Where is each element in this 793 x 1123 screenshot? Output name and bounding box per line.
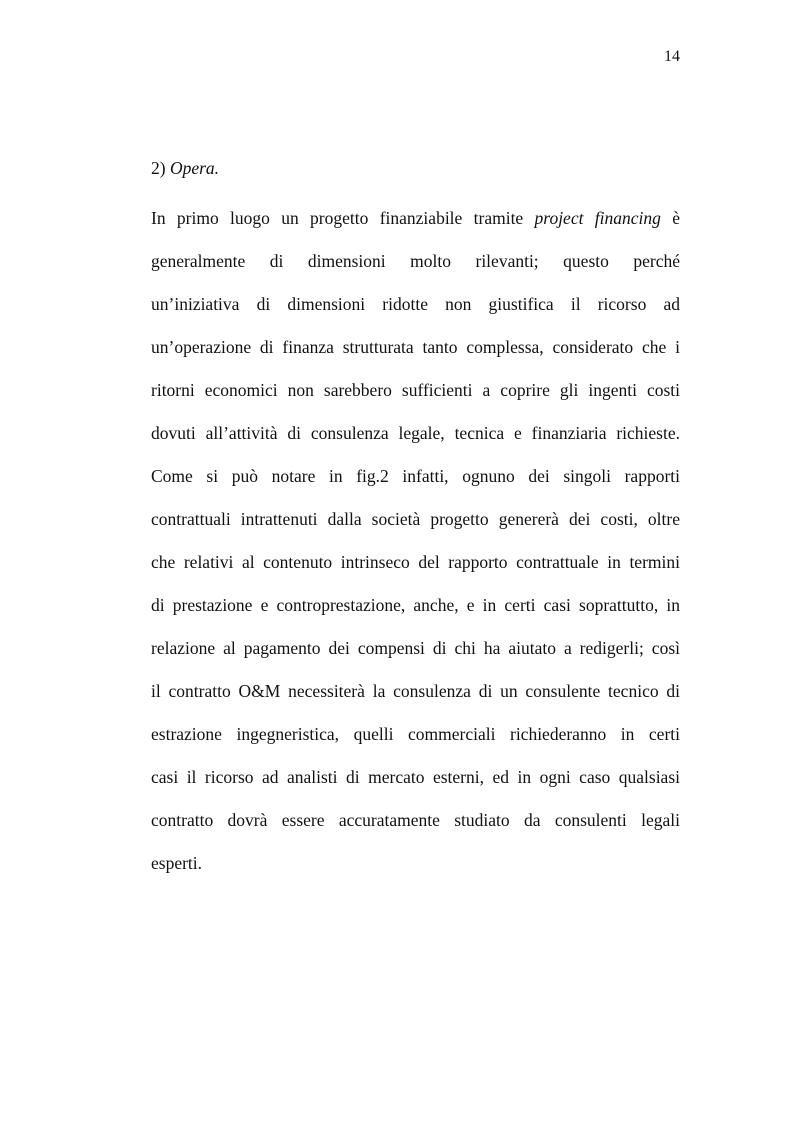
paragraph-line: estrazione ingegneristica, quelli commerciali richiederanno in certi xyxy=(151,724,680,744)
paragraph-line: contrattuali intrattenuti dalla società progetto genererà dei costi, oltre xyxy=(151,509,680,529)
paragraph-line-last: esperti. xyxy=(151,853,203,873)
paragraph-line xyxy=(151,197,680,240)
paragraph-line: ritorni economici non sarebbero sufficienti a coprire gli ingenti costi xyxy=(151,380,680,400)
paragraph-italic-term: project financing xyxy=(534,208,661,228)
paragraph-line: un’operazione di finanza strutturata tanto complessa, considerato che i xyxy=(151,337,680,357)
paragraph-line: Come si può notare in fig.2 infatti, ognuno dei singoli rapporti xyxy=(151,466,680,486)
paragraph-line: relazione al pagamento dei compensi di chi ha aiutato a redigerli; così xyxy=(151,638,680,658)
paragraph-line: un’iniziativa di dimensioni ridotte non giustifica il ricorso ad xyxy=(151,294,680,314)
section-heading-number: 2) xyxy=(151,158,170,178)
paragraph-line: generalmente di dimensioni molto rilevanti; questo perché xyxy=(151,251,680,271)
paragraph-line: il contratto O&M necessiterà la consulenza di un consulente tecnico di xyxy=(151,681,680,701)
section-heading xyxy=(151,157,219,179)
page-number: 14 xyxy=(664,48,680,65)
paragraph-line: contratto dovrà essere accuratamente studiato da consulenti legali xyxy=(151,810,680,830)
paragraph-line-text: In primo luogo un progetto finanziabile tramite xyxy=(151,208,535,228)
paragraph-line: dovuti all’attività di consulenza legale, tecnica e finanziaria richieste. xyxy=(151,423,680,443)
paragraph-line: che relativi al contenuto intrinseco del rapporto contrattuale in termini xyxy=(151,552,680,572)
paragraph-line: casi il ricorso ad analisti di mercato esterni, ed in ogni caso qualsiasi xyxy=(151,767,680,787)
paragraph-line-text: è xyxy=(660,208,680,228)
body-paragraph xyxy=(151,197,680,885)
paragraph-line: di prestazione e controprestazione, anche, e in certi casi soprattutto, in xyxy=(151,595,680,615)
section-heading-title: Opera. xyxy=(169,158,220,178)
